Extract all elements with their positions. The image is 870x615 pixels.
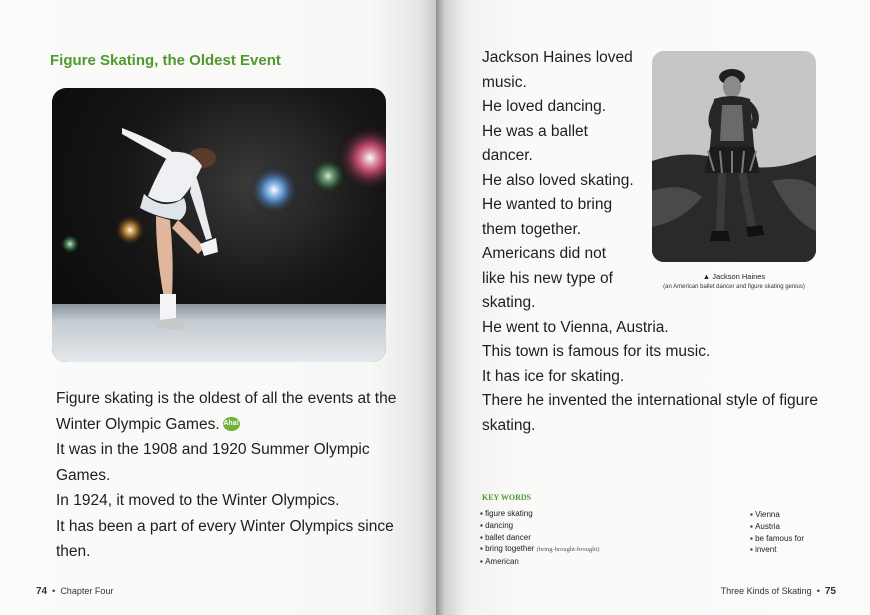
text-line: He wanted to bring [482, 196, 613, 213]
text-line: It has been a part of every Winter Olympics since [56, 517, 394, 535]
portrait-caption [652, 272, 816, 281]
text-line: In 1924, it moved to the Winter Olympics. [56, 492, 340, 509]
figure-skater-photo [52, 88, 386, 362]
key-word-item: ▪ Vienna [750, 509, 804, 521]
text-line: Jackson Haines loved [482, 49, 633, 66]
text-line: then. [56, 543, 91, 560]
text-line: them together. [482, 220, 582, 238]
text-line: dancer. [482, 147, 533, 164]
text-line: It was in the 1908 and 1920 Summer Olympic [56, 441, 370, 458]
portrait-subcaption: (an American ballet dancer and figure skating genius) [663, 284, 805, 290]
skater-illustration [52, 88, 386, 362]
key-word-item [480, 543, 600, 556]
portrait-illustration [652, 51, 816, 262]
aha-badge-icon: Aha! [223, 417, 240, 431]
section-title: Figure Skating, the Oldest Event [50, 52, 281, 69]
key-word-item: ▪ figure skating [480, 508, 600, 520]
text-line-content: Winter Olympic Games. [56, 415, 220, 433]
text-line: skating. [482, 416, 536, 434]
text-line: He went to Vienna, Austria. [482, 318, 669, 336]
right-page-footer [721, 586, 836, 597]
jackson-haines-portrait [652, 51, 816, 262]
text-line: He loved dancing. [482, 98, 607, 115]
key-words-heading: KEY WORDS [482, 493, 532, 502]
right-page [436, 0, 870, 615]
triangle-icon: ▲ [702, 272, 713, 281]
text-line: music. [482, 73, 527, 91]
chapter-title: Three Kinds of Skating [720, 586, 812, 596]
bullet-icon: • [49, 586, 58, 596]
bullet-icon: • [814, 586, 823, 596]
page-number: 75 [824, 586, 836, 597]
text-line: Games. [56, 466, 111, 484]
key-words-list-2 [750, 509, 804, 556]
left-page-footer [36, 586, 113, 597]
key-word-item: ▪ American [480, 556, 600, 568]
key-word-item: ▪ Austria [750, 521, 804, 533]
key-word-item: ▪ invent [750, 544, 804, 556]
page-number: 74 [36, 586, 48, 597]
text-line: He also loved skating. [482, 171, 634, 189]
text-line: Americans did not [482, 245, 607, 262]
text-line: This town is famous for its music. [482, 343, 711, 360]
text-line: There he invented the international style of figure [482, 392, 819, 409]
key-word-item: ▪ be famous for [750, 533, 804, 545]
text-line: skating. [482, 294, 536, 311]
portrait-caption-text: Jackson Haines [712, 272, 766, 281]
text-line: He was a ballet [482, 122, 588, 140]
left-body-text [56, 386, 416, 565]
key-word-item: ▪ dancing [480, 520, 600, 532]
text-line: like his new type of [482, 269, 613, 287]
verb-forms: (bring-brought-brought) [536, 546, 600, 554]
text-line: Figure skating is the oldest of all the events at the [56, 390, 397, 407]
key-words-list-1 [480, 508, 600, 568]
text-line: It has ice for skating. [482, 367, 625, 385]
chapter-label: Chapter Four [60, 586, 114, 596]
key-word-item: ▪ ballet dancer [480, 532, 600, 544]
text-line [56, 412, 416, 438]
key-word-text: bring together [485, 544, 535, 554]
